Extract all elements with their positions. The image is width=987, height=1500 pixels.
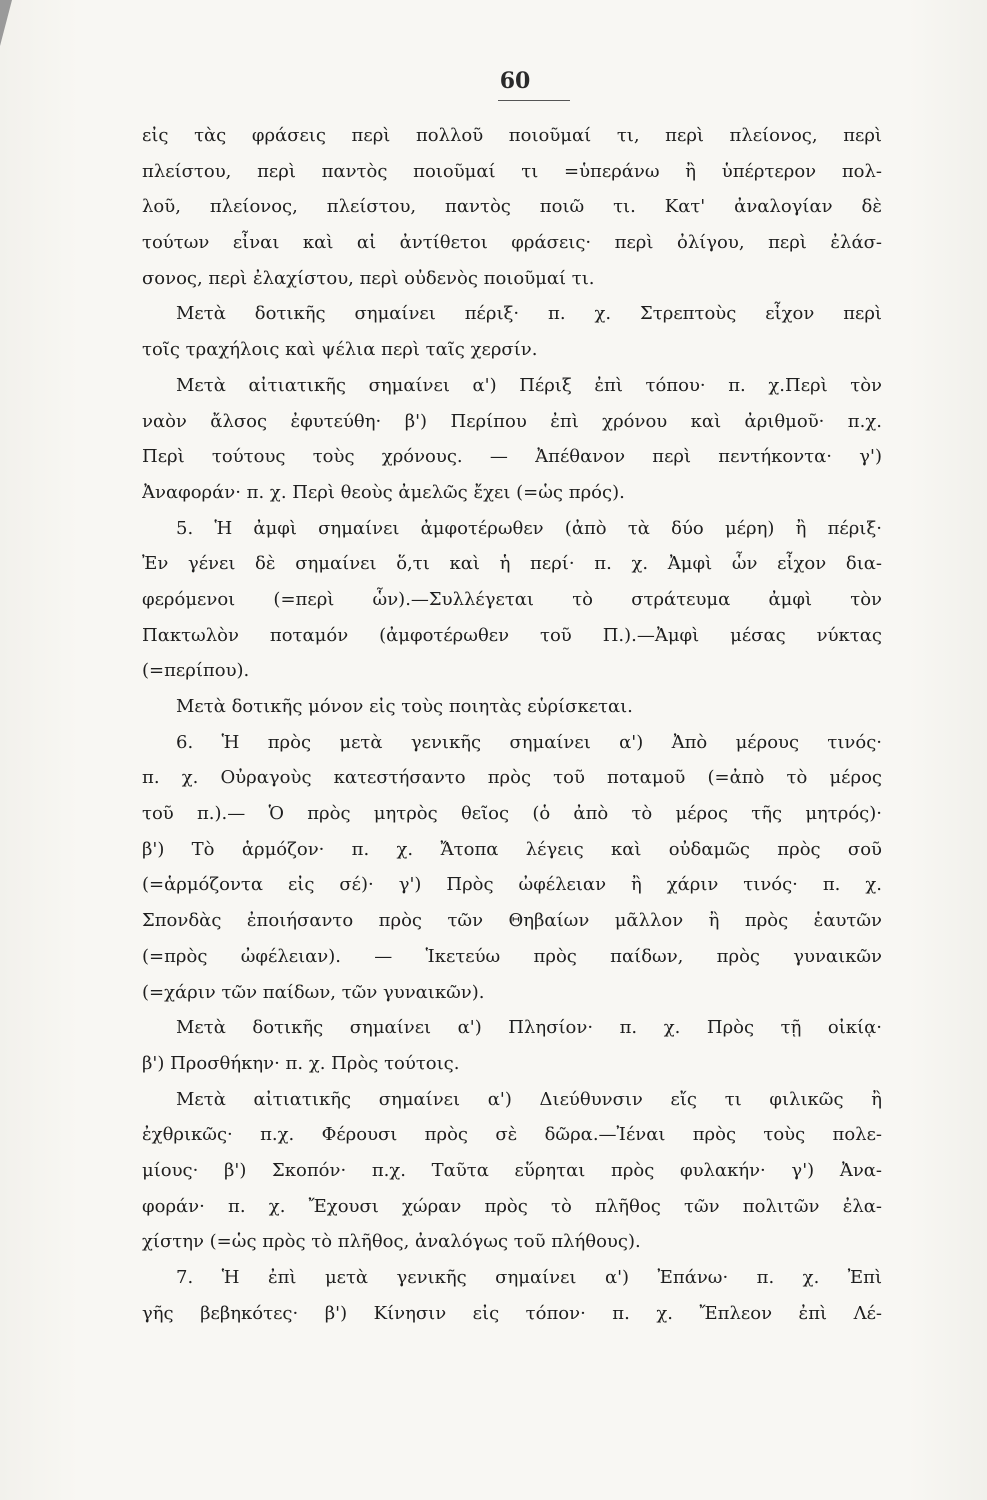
text-line: Πακτωλὸν ποταμόν (ἀμφοτέρωθεν τοῦ Π.).—Ἀμφὶ μέσας νύκτας [142,624,882,646]
text-line: εἰς τὰς φράσεις περὶ πολλοῦ ποιοῦμαί τι, περὶ πλείονος, περὶ [142,125,882,146]
text-line: Ἐν γένει δὲ σημαίνει ὅ,τι καὶ ἡ περί· π. χ. Ἀμφὶ ὧν εἶχον δια- [142,553,882,575]
text-line: τούτων εἶναι καὶ αἱ ἀντίθετοι φράσεις· περὶ ὀλίγου, περὶ ἐλάσ- [142,232,882,254]
text-line: τοῦ π.).— Ὁ πρὸς μητρὸς θεῖος (ὁ ἀπὸ τὸ μέρος τῆς μητρός)· [142,803,882,825]
text-line: π. χ. Οὐραγοὺς κατεστήσαντο πρὸς τοῦ ποταμοῦ (=ἀπὸ τὸ μέρος [142,767,882,789]
text-line: Ἀναφοράν· π. χ. Περὶ θεοὺς ἀμελῶς ἔχει (=ὡς πρός). [142,481,625,503]
text-line: 7. Ἡ ἐπὶ μετὰ γενικῆς σημαίνει α') Ἐπάνω· π. χ. Ἐπὶ [176,1267,882,1288]
text-line: (=ἁρμόζοντα εἰς σέ)· γ') Πρὸς ὠφέλειαν ἢ χάριν τινός· π. χ. [142,874,882,896]
text-line: τοῖς τραχήλοις καὶ ψέλια περὶ ταῖς χερσίν. [142,339,538,361]
text-line: 5. Ἡ ἀμφὶ σημαίνει ἀμφοτέρωθεν (ἀπὸ τὰ δύο μέρη) ἢ πέριξ· [176,517,882,539]
text-line: Περὶ τούτους τοὺς χρόνους. — Ἀπέθανον περὶ πεντήκοντα· γ') [142,446,882,468]
body-text [142,118,882,1331]
text-line: πλείστου, περὶ παντὸς ποιοῦμαί τι =ὑπεράνω ἢ ὑπέρτερον πολ- [142,160,882,182]
page-number-rule [498,100,570,101]
text-line: 6. Ἡ πρὸς μετὰ γενικῆς σημαίνει α') Ἀπὸ μέρους τινός· [176,731,882,753]
text-line: Σπονδὰς ἐποιήσαντο πρὸς τῶν Θηβαίων μᾶλλον ἢ πρὸς ἑαυτῶν [142,910,882,932]
text-line: λοῦ, πλείονος, πλείστου, παντὸς ποιῶ τι. Κατ' ἀναλογίαν δὲ [142,196,882,218]
text-line: Μετὰ δοτικῆς σημαίνει πέριξ· π. χ. Στρεπτοὺς εἶχον περὶ [176,303,882,325]
torn-corner [0,0,12,46]
text-line: χίστην (=ὡς πρὸς τὸ πλῆθος, ἀναλόγως τοῦ πλήθους). [142,1231,641,1253]
text-line: Μετὰ αἰτιατικῆς σημαίνει α') Διεύθυνσιν εἴς τι φιλικῶς ἢ [176,1088,882,1110]
text-line: (=χάριν τῶν παίδων, τῶν γυναικῶν). [142,981,485,1003]
text-line: (=πρὸς ὠφέλειαν). — Ἱκετεύω πρὸς παίδων, πρὸς γυναικῶν [142,945,882,967]
text-line: γῆς βεβηκότες· β') Κίνησιν εἰς τόπον· π. χ. Ἔπλεον ἐπὶ Λέ- [142,1302,882,1324]
text-line: β') Προσθήκην· π. χ. Πρὸς τούτοις. [142,1052,460,1074]
text-line: μίους· β') Σκοπόν· π.χ. Ταῦτα εὕρηται πρὸς φυλακήν· γ') Ἀνα- [142,1159,882,1181]
text-line: φοράν· π. χ. Ἔχουσι χώραν πρὸς τὸ πλῆθος τῶν πολιτῶν ἐλα- [142,1195,882,1217]
text-line: σονος, περὶ ἐλαχίστου, περὶ οὐδενὸς ποιοῦμαί τι. [142,267,595,289]
text-line: Μετὰ δοτικῆς σημαίνει α') Πλησίον· π. χ. Πρὸς τῇ οἰκίᾳ· [176,1017,882,1039]
text-line: β') Τὸ ἁρμόζον· π. χ. Ἄτοπα λέγεις καὶ οὐδαμῶς πρὸς σοῦ [142,838,882,860]
page-number: 60 [499,68,531,94]
text-line: ναὸν ἄλσος ἐφυτεύθη· β') Περίπου ἐπὶ χρόνου καὶ ἀριθμοῦ· π.χ. [142,410,882,432]
text-line: φερόμενοι (=περὶ ὧν).—Συλλέγεται τὸ στράτευμα ἀμφὶ τὸν [142,588,882,610]
text-line: Μετὰ δοτικῆς μόνον εἰς τοὺς ποιητὰς εὑρίσκεται. [176,696,633,717]
text-line: (=περίπου). [142,660,250,682]
text-line: Μετὰ αἰτιατικῆς σημαίνει α') Πέριξ ἐπὶ τόπου· π. χ.Περὶ τὸν [176,374,882,396]
text-line: ἐχθρικῶς· π.χ. Φέρουσι πρὸς σὲ δῶρα.—Ἰέναι πρὸς τοὺς πολε- [142,1124,882,1146]
